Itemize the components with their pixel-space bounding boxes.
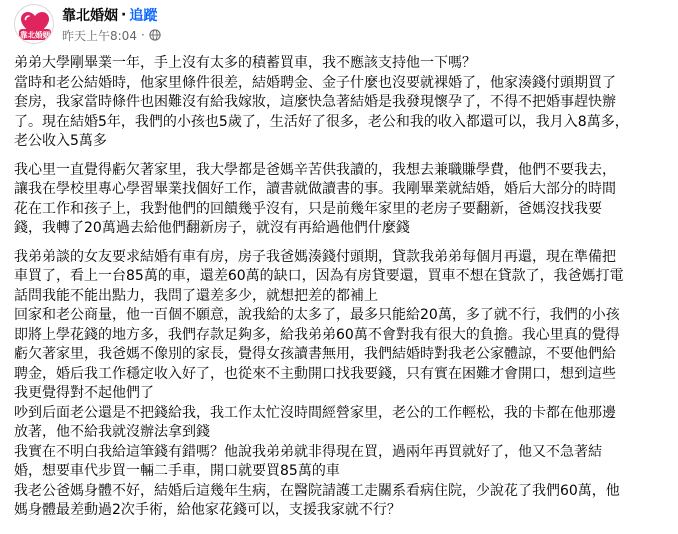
page-avatar[interactable] [14,4,54,44]
post-text-line: 了。現在結婚5年，我們的小孩也5歲了，生活好了很多，老公和我的收入都還可以，我月入8萬多， [14,113,629,130]
post-text-line: 錢，我轉了20萬過去給他們翻新房子，就沒有再給過他們什麼錢 [14,220,410,236]
post-text-line: 我老公爸媽身體不好，結婚后這幾年生病，在醫院請護工走關系看病住院，少說花了我們60萬，他 [14,482,620,499]
post-text-line: 我更覺得對不起他們了 [14,385,154,401]
post-header [0,0,678,48]
post-text-line: 弟弟大學剛畢業一年，手上沒有太多的積蓄買車，我不應該支持他一下嗎？ [14,55,476,71]
follow-button[interactable]: 追蹤 [129,8,158,24]
post-body [14,54,672,530]
meta-separator: · [140,28,145,42]
post-text-line: 即將上學花錢的地方多，我們存款足夠多，給我弟弟60萬不會對我有很大的負擔。我心里真的覺得 [14,326,620,343]
name-separator: · [121,7,127,23]
post-text-line: 婚，想要車代步買一輛二手車，開口就要買85萬的車 [14,463,340,479]
meta-row [62,27,161,43]
heart-logo-icon [15,5,54,44]
post-text-line: 我實在不明白我給這筆錢有錯嗎？他說我弟弟就非得現在買，過兩年再買就好了，他又不急著結 [14,443,602,460]
post-text-line: 我心里一直覺得虧欠著家里，我大學都是爸媽辛苦供我讀的，我想去兼職賺學費，他們不要我去， [14,161,616,178]
post-paragraph [14,54,672,152]
avatar-text: 靠北婚姻 [20,30,50,40]
post-text-line: 老公收入5萬多 [14,133,107,149]
post-text-line: 讓我在學校里專心學習畢業找個好工作，讀書就做讀書的事。我剛畢業就結婚，婚后大部分的時間 [14,181,616,197]
post-paragraph [14,248,672,521]
post-timestamp[interactable]: 昨天上午8:04 [62,28,137,43]
post-text-line: 我弟弟談的女友要求結婚有車有房，房子我爸媽湊錢付頭期，貸款我弟弟每個月再還，現在準備把 [14,248,616,265]
post-text-line: 聘金，婚后我工作穩定收入好了，也從來不主動開口找我要錢，只有實在困難才會開口，想到這些 [14,365,616,382]
post-text-line: 話問我能不能出點力，我問了還差多少，就想把差的都補上 [14,287,378,304]
post-text-line: 當時和老公結婚時，他家里條件很差，結婚聘金、金子什麼也沒要就裸婚了，他家湊錢付頭期買了 [14,74,616,91]
page-name[interactable]: 靠北婚姻 [62,8,118,24]
post-text-line: 花在工作和孩子上，我對他們的回饋幾乎沒有，只是前幾年家里的老房子要翻新，爸媽沒找我要 [14,200,602,217]
name-row [62,6,157,24]
post-text-line: 媽身體最差動過2次手術，給他家花錢可以，支援我家就不行？ [14,502,401,518]
post-text-line: 套房，我家當時條件也困難沒有給我嫁妝，這麼快急著結婚是我發現懷孕了，不得不把婚事趕快辦 [14,94,616,110]
post-text-line: 回家和老公商量，他一百個不願意，說我給的太多了，最多只能給20萬，多了就不行，我們的小孩 [14,307,620,323]
post-paragraph [14,161,672,239]
post-text-line: 放著，他不給我就沒辦法拿到錢 [14,424,210,440]
globe-icon [149,29,161,41]
post-text-line: 車買了，看上一台85萬的車，還差60萬的缺口，因為有房貸要還，買車不想在貸款了，我爸媽打電 [14,268,624,284]
post-text-line: 虧欠著家里，我爸媽不像別的家長，覺得女孩讀書無用，我們結婚時對我老公家體諒，不要他們給 [14,346,616,362]
post-text-line: 吵到后面老公還是不把錢給我，我工作太忙沒時間經營家里，老公的工作輕松，我的卡都在他那邊 [14,404,616,421]
